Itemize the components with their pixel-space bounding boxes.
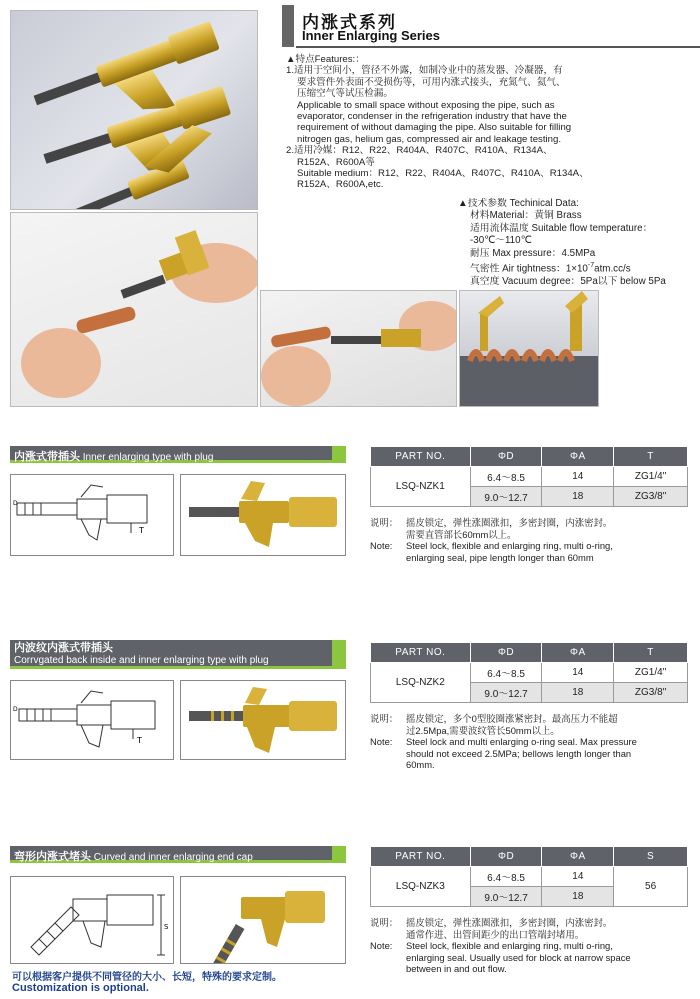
section-1-title-en: Inner enlarging type with plug <box>82 452 214 463</box>
photo-3-svg <box>181 877 345 963</box>
section-2-title-zh: 内波纹内涨式带插头 <box>14 642 113 654</box>
table-cell: 14 <box>542 663 614 683</box>
table-3-header-a: ΦA <box>542 847 614 867</box>
section-1-green-block <box>332 446 346 460</box>
note-2-zh-2: 过2.5Mpa,需要波纹管长50mm以上。 <box>406 724 560 736</box>
spec-tightness <box>458 260 700 276</box>
section-3-photo <box>180 876 346 964</box>
table-2-header-t: T <box>614 643 688 663</box>
drawing-1-svg <box>11 475 173 555</box>
spec-tightness-suffix: atm.cc/s <box>594 263 631 275</box>
section-2-title <box>14 642 269 667</box>
table-cell: 9.0～12.7 <box>470 887 542 907</box>
section-3-green-block <box>332 846 346 860</box>
spec-pressure: 耐压 Max pressure：4.5MPa <box>470 247 596 259</box>
note-3-en-3: between in and out flow. <box>406 963 507 975</box>
product-photo-hands-1 <box>10 212 258 407</box>
section-2-green-block <box>332 640 346 666</box>
spec-temp-value: -30℃～110℃ <box>470 235 532 247</box>
note-2-en-label: Note: <box>370 736 393 748</box>
table-row <box>371 467 688 487</box>
drawing-2-label-t: T <box>137 736 142 745</box>
footer-customization-en: Customization is optional. <box>12 982 149 994</box>
note-2-en-1: Steel lock and multi enlarging o-ring seal. Max pressure <box>406 736 637 748</box>
spec-temp-label: 适用流体温度 Suitable flow temperature： <box>470 222 653 234</box>
note-1-zh-2: 需要直管部长60mm以上。 <box>406 528 517 540</box>
section-2-photo <box>180 680 346 760</box>
product-photo-hands-2 <box>260 290 457 407</box>
section-3-note <box>370 917 700 975</box>
features-heading: ▲特点Features:： <box>286 54 365 65</box>
spec-material: 材料Material：黄铜 Brass <box>470 210 582 222</box>
photo-2-svg <box>181 681 345 759</box>
table-2-header-part: PART NO. <box>371 643 471 663</box>
feature-1-en-line2: evaporator, condenser in the refrigeration industry that have the <box>297 111 567 123</box>
note-3-zh-1: 摇皮锁定，弹性涨圈涨扣，多密封圈，内涨密封。 <box>406 917 613 928</box>
section-2-table <box>370 642 688 703</box>
feature-1-zh-line3: 压缩空气等试压检漏。 <box>297 88 393 100</box>
page-title-en: Inner Enlarging Series <box>302 28 440 43</box>
note-1-zh-1: 摇皮锁定，弹性涨圈涨扣，多密封圈，内涨密封。 <box>406 517 613 528</box>
table-2-part-no: LSQ-NZK2 <box>371 663 471 703</box>
note-1-en-1: Steel lock, flexible and enlarging ring, multi o-ring, <box>406 540 613 552</box>
table-1-header-part: PART NO. <box>371 447 471 467</box>
table-cell: ZG1/4" <box>614 467 688 487</box>
page-title-zh: 内涨式系列 <box>302 13 397 33</box>
drawing-1-label-t: T <box>139 526 144 535</box>
note-1-en-2: enlarging seal, pipe length longer than 60mm <box>406 551 594 563</box>
table-cell: 14 <box>542 467 614 487</box>
section-1-photo <box>180 474 346 556</box>
table-cell: 9.0～12.7 <box>470 683 542 703</box>
evaporator-illustration <box>460 291 599 407</box>
product-photo-fittings <box>10 10 258 210</box>
section-1-drawing <box>10 474 174 556</box>
table-cell: 6.4～8.5 <box>470 467 542 487</box>
drawing-2-label-d: D <box>13 706 18 713</box>
hands-illustration-1 <box>11 213 258 407</box>
section-1-title <box>14 448 213 464</box>
note-2-zh-label: 说明： <box>370 713 399 724</box>
note-3-en-2: enlarging seal. Usually used for block at narrow space <box>406 951 631 963</box>
table-cell: ZG3/8" <box>614 487 688 507</box>
feature-2-en-line1: Suitable medium：R12、R22、R404A、R407C、R410A、R134A、 <box>297 168 589 180</box>
table-3-s-value: 56 <box>614 867 688 907</box>
table-1-header-a: ΦA <box>542 447 614 467</box>
table-1-header-d: ΦD <box>470 447 542 467</box>
section-1-table <box>370 446 688 507</box>
hands-illustration-2 <box>261 291 457 407</box>
title-rule <box>296 46 700 48</box>
table-cell: ZG1/4" <box>614 663 688 683</box>
table-row <box>371 867 688 887</box>
section-3-table <box>370 846 688 907</box>
title-accent-bar <box>282 5 294 47</box>
footer-customization-zh: 可以根据客户提供不同管径的大小、长短，特殊的要求定制。 <box>12 972 282 983</box>
section-2-drawing <box>10 680 174 760</box>
note-2-zh-1: 摇皮锁定，多个0型胶圈涨紧密封。最高压力不能超 <box>406 713 618 724</box>
spec-tightness-prefix: 气密性 Air tightness：1×10 <box>470 263 588 275</box>
feature-1-en-line4: nitrogen gas, helium gas, compressed air and leakage testing. <box>297 133 561 145</box>
specs-heading: ▲技术参数 Techinical Data: <box>458 198 579 209</box>
note-3-en-1: Steel lock, flexible and enlarging ring, multi o-ring, <box>406 940 613 952</box>
feature-2-en-line2: R152A、R600A,etc. <box>297 179 384 191</box>
section-1-title-zh: 内涨式带插头 <box>14 451 80 463</box>
spec-tightness-exp: -7 <box>587 262 595 270</box>
table-cell: 6.4～8.5 <box>470 867 542 887</box>
section-3-title <box>14 848 253 864</box>
section-2-note <box>370 713 700 771</box>
drawing-2-svg <box>11 681 173 759</box>
table-3-header-d: ΦD <box>470 847 542 867</box>
product-photo-evaporator <box>459 290 599 407</box>
table-3-header-s: S <box>614 847 688 867</box>
fittings-illustration <box>11 11 258 210</box>
drawing-3-label-s: S <box>164 923 169 931</box>
feature-1-en-line3: requirement of without damaging the pipe. Also suitable for filling <box>297 122 572 134</box>
note-1-zh-label: 说明： <box>370 517 399 528</box>
spec-vacuum: 真空度 Vacuum degree：5Pa以下 below 5Pa <box>470 275 666 287</box>
table-cell: ZG3/8" <box>614 683 688 703</box>
section-3-title-en: Curved and inner enlarging end cap <box>93 852 253 863</box>
feature-1-en-line1: Applicable to small space without exposing the pipe, such as <box>297 99 555 111</box>
table-cell: 18 <box>542 487 614 507</box>
table-1-header-t: T <box>614 447 688 467</box>
drawing-3-svg <box>11 877 173 963</box>
section-3-title-zh: 弯形内涨式堵头 <box>14 851 91 863</box>
table-cell: 18 <box>542 887 614 907</box>
table-row <box>371 663 688 683</box>
feature-2-zh-line1: 2.适用冷媒：R12、R22、R404A、R407C、R410A、R134A、 <box>286 145 553 157</box>
section-3-drawing <box>10 876 174 964</box>
note-3-zh-2: 通常作进、出管间距少的出口管端封堵用。 <box>406 928 585 940</box>
feature-1-zh: 1.适用于空间小，管径不外露，如制冷业中的蒸发器、冷凝器，有 <box>286 65 563 77</box>
table-cell: 18 <box>542 683 614 703</box>
section-2-title-en: Corrvgated back inside and inner enlarging type with plug <box>14 655 269 666</box>
note-3-zh-label: 说明： <box>370 917 399 928</box>
feature-1-zh-line2: 要求管件外表面不受损伤等，可用内涨式接头，充氮气、氦气、 <box>297 76 566 88</box>
table-cell: 6.4～8.5 <box>470 663 542 683</box>
table-2-header-a: ΦA <box>542 643 614 663</box>
table-3-part-no: LSQ-NZK3 <box>371 867 471 907</box>
table-cell: 9.0～12.7 <box>470 487 542 507</box>
note-2-en-2: should not exceed 2.5MPa; bellows length longer than <box>406 747 632 759</box>
specs-block <box>458 198 700 288</box>
table-1-part-no: LSQ-NZK1 <box>371 467 471 507</box>
photo-1-svg <box>181 475 345 555</box>
note-2-en-3: 60mm. <box>406 759 435 771</box>
feature-2-zh-line2: R152A、R600A等 <box>297 156 375 168</box>
note-1-en-label: Note: <box>370 540 393 552</box>
table-3-header-part: PART NO. <box>371 847 471 867</box>
note-3-en-label: Note: <box>370 940 393 952</box>
table-cell: 14 <box>542 867 614 887</box>
features-block <box>286 54 700 191</box>
drawing-1-label-d: D <box>13 500 18 507</box>
section-1-note <box>370 517 700 563</box>
table-2-header-d: ΦD <box>470 643 542 663</box>
